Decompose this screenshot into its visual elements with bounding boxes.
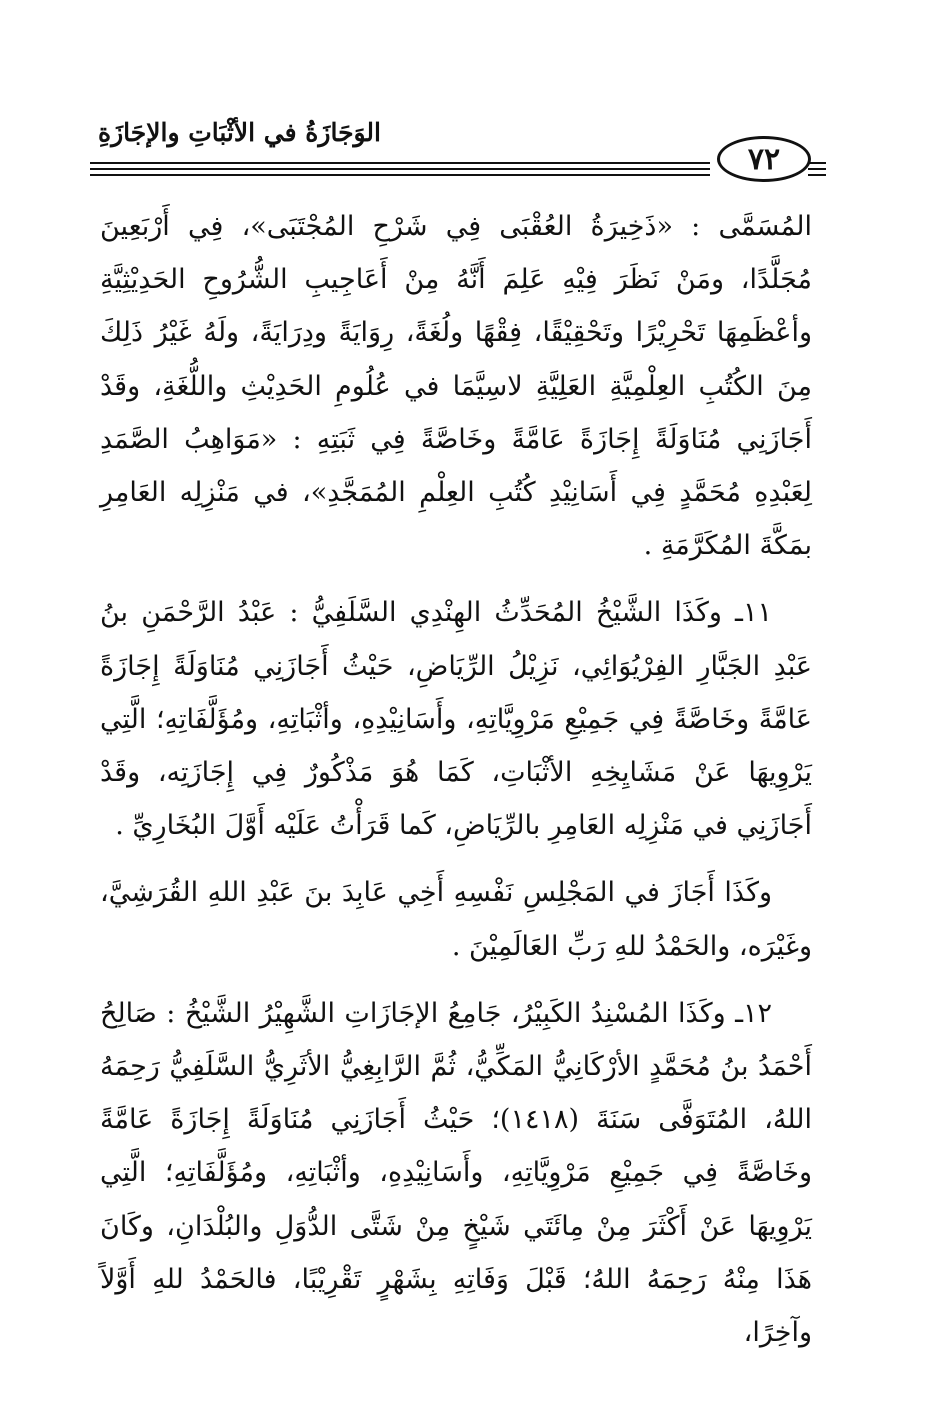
header-rule-middle bbox=[90, 168, 710, 170]
header-rule-tail-bottom bbox=[808, 174, 826, 176]
paragraph-2: ١١ـ وكَذَا الشَّيْخُ المُحَدِّثُ الهِنْدِي السَّلَفِيُّ : عَبْدُ الرَّحْمَنِ بنُ عَبْدِ الجَبَّارِ الفِرْيُوَائِي، نَزِيْلُ الرِّيَاضِ، حَيْثُ أَجَازَنِي مُنَاوَلَةً إِجَازَةً عَامَّةً وخَاصَّةً فِي جَمِيْعِ مَرْوِيَّاتِهِ، وأَسَانِيْدِهِ، وأثْبَاتِهِ، ومُؤَلَّفَاتِهِ؛ الَّتِي يَرْوِيهَا عَنْ مَشَايِخِهِ الأثْبَاتِ، كَمَا هُوَ مَذْكُورٌ فِي إِجَازَتِه، وقَدْ أَجَازَنِي في مَنْزِلِه العَامِرِ بالرِّيَاضِ، كَما قَرَأْتُ عَلَيْه أَوَّلَ البُخَارِيِّ . bbox=[100, 597, 812, 842]
header-rule-bottom bbox=[90, 174, 710, 176]
body-text bbox=[100, 200, 812, 1359]
page-number: ٧٢ bbox=[747, 141, 781, 177]
paragraph-4: ١٢ـ وكَذَا المُسْنِدُ الكَبِيْرُ، جَامِعُ الإجَازَاتِ الشَّهِيْرُ الشَّيْخُ : صَالِحُ أَحْمَدُ بنُ مُحَمَّدٍ الأرْكَانِيُّ المَكِّيُّ، ثُمَّ الرَّابِغِيُّ الأثَرِيُّ السَّلَفِيُّ رَحِمَهُ اللهُ، المُتَوَفَّى سَنَةَ (١٤١٨)؛ حَيْثُ أَجَازَنِي مُنَاوَلَةً إِجَازَةً عَامَّةً وخَاصَّةً فِي جَمِيْعِ مَرْوِيَّاتِهِ، وأَسَانِيْدِهِ، وأثْبَاتِهِ، ومُؤَلَّفَاتِهِ؛ الَّتِي يَرْوِيهَا عَنْ أَكْثَرَ مِنْ مِائَتَي شَيْخٍ مِنْ شَتَّى الدُّوَلِ والبُلْدَانِ، وكَانَ هَذَا مِنْهُ رَحِمَهُ اللهُ؛ قَبْلَ وَفَاتِهِ بِشَهْرٍ تَقْرِيْبًا، فالحَمْدُ للهِ أَوَّلاً وآخِرًا، bbox=[100, 997, 813, 1349]
header-rule-top bbox=[90, 162, 710, 164]
page-number-oval bbox=[717, 136, 811, 182]
paragraph-1: المُسَمَّى : «ذَخِيرَةُ العُقْبَى فِي شَرْحِ المُجْتَبَى»، فِي أَرْبَعِينَ مُجَلَّدًا، ومَنْ نَظَرَ فِيْهِ عَلِمَ أَنَّهُ مِنْ أَعَاجِيبِ الشُّرُوحِ الحَدِيْثِيَّةِ وأعْظَمِهَا تَحْرِيْرًا وتَحْقِيْقًا، فِقْهًا ولُغَةً، رِوَايَةً ودِرَايَةً، ولَهُ غَيْرُ ذَلِكَ مِنَ الكُتُبِ العِلْمِيَّةِ العَلِيَّةِ لاسِيَّمَا في عُلُومِ الحَدِيْثِ واللُّغَةِ، وقَدْ أَجَازَنِي مُنَاوَلَةً إِجَازَةً عَامَّةً وخَاصَّةً فِي ثَبَتِهِ : «مَوَاهِبُ الصَّمَدِ لِعَبْدِهِ مُحَمَّدٍ فِي أَسَانِيْدِ كُتُبِ العِلْمِ المُمَجَّدِ»، في مَنْزِلِه العَامِرِ بمَكَّةَ المُكَرَّمَةِ . bbox=[100, 211, 812, 562]
running-title: الوَجَازَةُ في الأثْبَاتِ والإجَازَةِ bbox=[98, 118, 381, 147]
header-rule-tail-top bbox=[808, 162, 826, 164]
header-rule-tail-middle bbox=[808, 168, 826, 170]
paragraph-3: وكَذَا أَجَازَ في المَجْلِسِ نَفْسِهِ أَخِي عَابِدَ بنَ عَبْدِ اللهِ القُرَشِيَّ، وغَيْرَه، والحَمْدُ للهِ رَبِّ العَالَمِيْنَ . bbox=[100, 877, 812, 962]
